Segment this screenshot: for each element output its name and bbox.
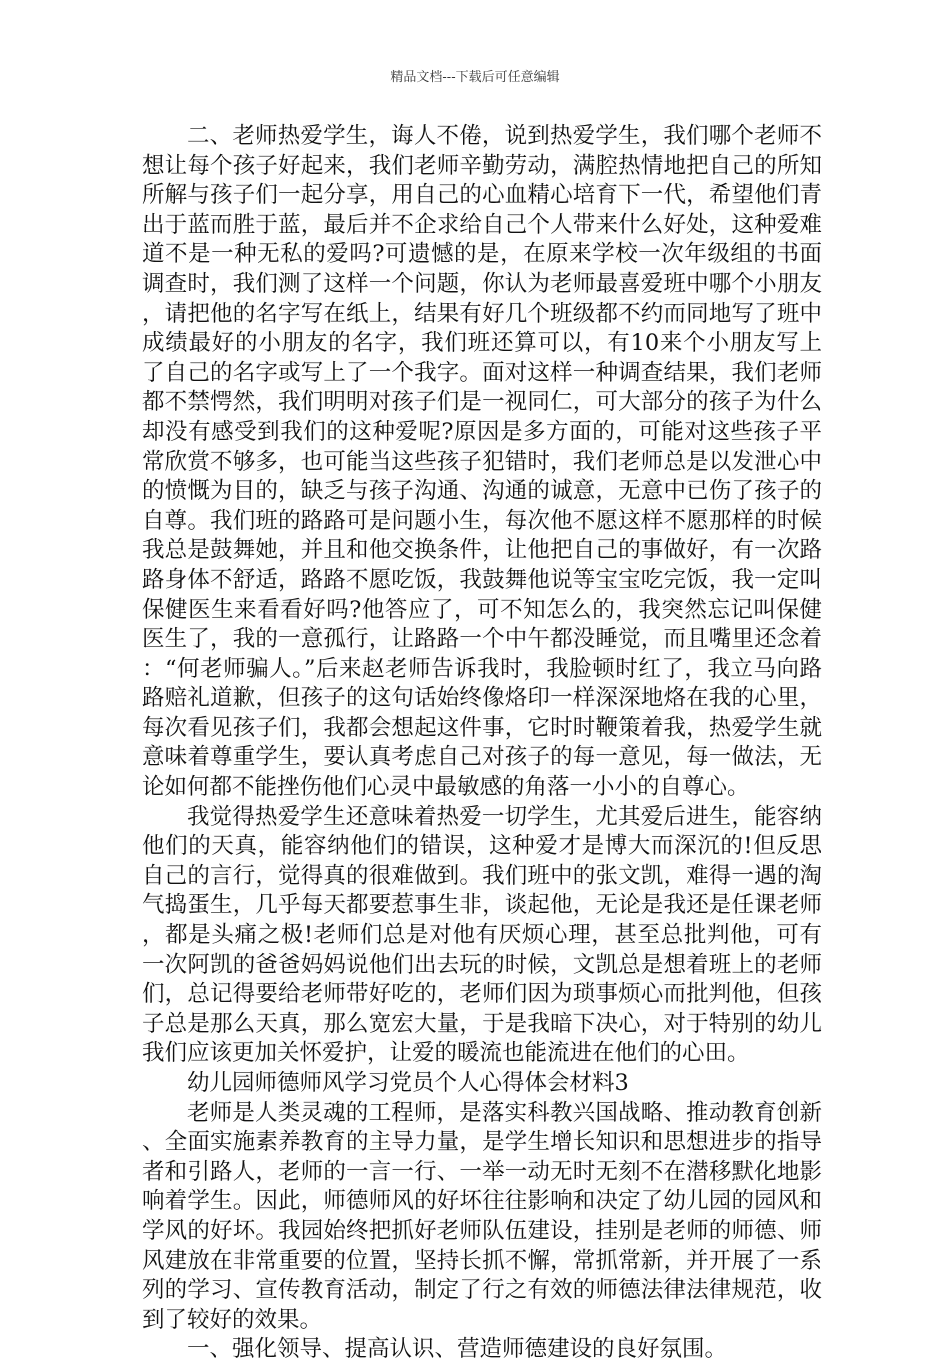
page-header: 精品文档---下载后可任意编辑: [390, 70, 560, 85]
section-title: 幼儿园师德师风学习党员个人心得体会材料3: [187, 1070, 629, 1096]
paragraph-love-students: 二、老师热爱学生，诲人不倦，说到热爱学生，我们哪个老师不想让每个孩子好起来，我们老师辛勤劳动，满腔热情地把自己的所知所解与孩子们一起分享，用自己的心血精心培育下一代，希望他们青出于蓝而胜于蓝，最后并不企求给自己个人带来什么好处，这种爱难道不是一种无私的爱吗?可遗憾的是，在原来学校一次年级组的书面调查时，我们测了这样一个问题，你认为老师最喜爱班中哪个小朋友，请把他的名字写在纸上，结果有好几个班级都不约而同地写了班中成绩最好的小朋友的名字，我们班还算可以，有10来个小朋友写上了自己的名字或写上了一个我字。面对这样一种调查结果，我们老师都不禁愕然，我们明明对孩子们是一视同仁，可大部分的孩子为什么却没有感受到我们的这种爱呢?原因是多方面的，可能对这些孩子平常欣赏不够多，也可能当这些孩子犯错时，我们老师总是以发泄心中的愤慨为目的，缺乏与孩子沟通、沟通的诚意，无意中已伤了孩子的自尊。我们班的路路可是问题小生，每次他不愿这样不愿那样的时候我总是鼓舞她，并且和他交换条件，让他把自己的事做好，有一次路路身体不舒适，路路不愿吃饭，我鼓舞他说等宝宝吃完饭，我一定叫保健医生来看看好吗?他答应了，可不知怎么的，我突然忘记叫保健医生了，我的一意孤行，让路路一个中午都没睡觉，而且嘴里还念着：“何老师骗人。”后来赵老师告诉我时，我脸顿时红了，我立马向路路赔礼道歉，但孩子的这句话始终像烙印一样深深地烙在我的心里，每次看见孩子们，我都会想起这件事，它时时鞭策着我，热爱学生就意味着尊重学生，要认真考虑自己对孩子的每一意见，每一做法，无论如何都不能挫伤他们心灵中最敏感的角落一小小的自尊心。: [142, 123, 822, 801]
document-body: [142, 122, 822, 1365]
paragraph-love-all-students: 我觉得热爱学生还意味着热爱一切学生，尤其爱后进生，能容纳他们的天真，能容纳他们的错误，这种爱才是博大而深沉的!但反思自己的言行，觉得真的很难做到。我们班中的张文凯，难得一遇的淘气捣蛋生，几乎每天都要惹事生非，谈起他，无论是我还是任课老师，都是头痛之极!老师们总是对他有厌烦心理，甚至总批判他，可有一次阿凯的爸爸妈妈说他们出去玩的时候，文凯总是想着班上的老师们，总记得要给老师带好吃的，老师们因为琐事烦心而批判他，但孩子总是那么天真，那么宽宏大量，于是我暗下决心，对于特别的幼儿我们应该更加关怀爱护，让爱的暖流也能流进在他们的心田。: [142, 803, 822, 1067]
paragraph-teacher-role: 老师是人类灵魂的工程师，是落实科教兴国战略、推动教育创新、全面实施素养教育的主导力量，是学生增长知识和思想进步的指导者和引路人，老师的一言一行、一举一动无时无刻不在潜移默化地影响着学生。因此，师德师风的好坏往往影响和决定了幼儿园的园风和学风的好坏。我园始终把抓好老师队伍建设，挂别是老师的师德、师风建放在非常重要的位置，坚持长抓不懈，常抓常新，并开展了一系列的学习、宣传教育活动，制定了行之有效的师德法律法律规范，收到了较好的效果。: [142, 1099, 822, 1333]
paragraph-strengthen-leadership: 一、强化领导、提高认识、营造师德建设的良好氛围。: [187, 1336, 728, 1363]
